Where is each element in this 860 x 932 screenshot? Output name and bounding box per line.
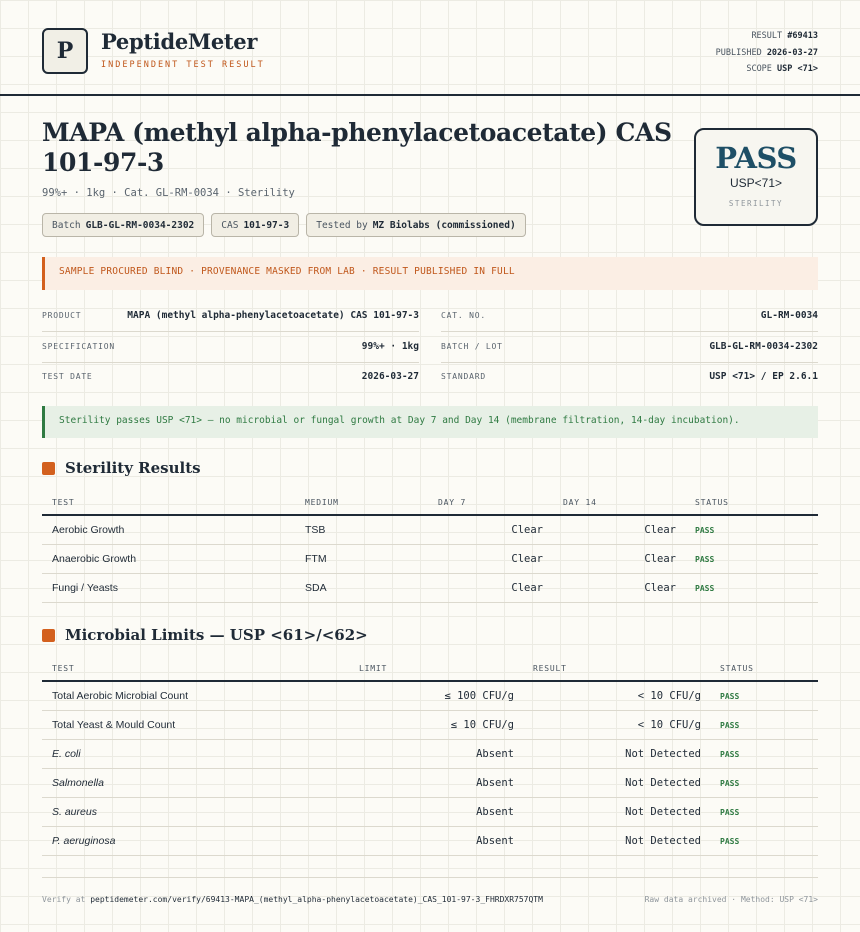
column-header: TEST: [52, 664, 75, 673]
detail-value: GLB-GL-RM-0034-2302: [709, 341, 818, 352]
day7-value: Clear: [511, 582, 543, 594]
result-value: Not Detected: [625, 806, 701, 818]
detail-label: BATCH / LOT: [441, 342, 503, 351]
table-row: [42, 740, 818, 769]
test-name: Fungi / Yeasts: [52, 582, 118, 594]
status-badge: PASS: [720, 750, 740, 759]
table-row: [42, 545, 818, 574]
result-value: Not Detected: [625, 748, 701, 760]
page-title: MAPA (methyl alpha-phenylacetoacetate) CAS 101-97-3: [42, 118, 672, 177]
report-footer: [42, 877, 818, 904]
chip-value: 101-97-3: [243, 219, 290, 231]
brand-subtitle: INDEPENDENT TEST RESULT: [101, 60, 265, 70]
limit-value: ≤ 100 CFU/g: [444, 690, 514, 702]
square-icon: [42, 462, 55, 475]
test-name: Total Aerobic Microbial Count: [52, 690, 188, 702]
test-name: P. aeruginosa: [52, 835, 116, 847]
status-badge: PASS: [720, 721, 740, 730]
column-header: DAY 14: [563, 498, 597, 507]
verdict-status: PASS: [715, 141, 797, 175]
detail-row-date: [42, 363, 419, 393]
limit-value: Absent: [476, 748, 514, 760]
result-value: Not Detected: [625, 835, 701, 847]
detail-label: TEST DATE: [42, 372, 93, 381]
detail-row-spec: [42, 333, 419, 363]
batch-chip: [42, 213, 204, 237]
table-row: [42, 574, 818, 603]
detail-label: CAT. NO.: [441, 311, 486, 320]
section-title-text: Microbial Limits — USP <61>/<62>: [65, 626, 368, 644]
column-header: DAY 7: [438, 498, 467, 507]
status-badge: PASS: [720, 779, 740, 788]
conclusion-banner: Sterility passes USP <71> — no microbial or fungal growth at Day 7 and Day 14 (membrane filtration, 14-day incubation).: [42, 406, 818, 438]
test-name: S. aureus: [52, 806, 97, 818]
status-badge: PASS: [695, 584, 715, 593]
table-row: [42, 827, 818, 856]
result-value: < 10 CFU/g: [637, 690, 701, 702]
medium: SDA: [305, 582, 327, 594]
table-row: [42, 682, 818, 711]
blind-notice: SAMPLE PROCURED BLIND · PROVENANCE MASKED FROM LAB · RESULT PUBLISHED IN FULL: [42, 257, 818, 290]
medium: FTM: [305, 553, 327, 565]
verify-prefix: Verify at: [42, 895, 86, 904]
published-date: 2026-03-27: [766, 47, 818, 58]
status-badge: PASS: [720, 692, 740, 701]
scope-value: USP <71>: [777, 64, 818, 74]
day7-value: Clear: [511, 553, 543, 565]
square-icon: [42, 629, 55, 642]
limit-value: ≤ 10 CFU/g: [450, 719, 514, 731]
result-number: #69413: [787, 31, 818, 41]
test-name: Aerobic Growth: [52, 524, 125, 536]
detail-row-cat: [441, 302, 818, 332]
day14-value: Clear: [644, 524, 676, 536]
column-header: TEST: [52, 498, 75, 507]
status-badge: PASS: [720, 808, 740, 817]
result-meta: [716, 28, 818, 78]
limit-value: Absent: [476, 806, 514, 818]
chip-label: Tested by: [316, 219, 368, 231]
table-row: [42, 798, 818, 827]
detail-row-batch: [441, 333, 818, 363]
scope-label: SCOPE: [746, 64, 772, 74]
chip-label: CAS: [221, 219, 239, 231]
report-header: [0, 0, 860, 96]
detail-value: 99%+ · 1kg: [361, 341, 419, 352]
limit-value: Absent: [476, 835, 514, 847]
microbial-table: [42, 660, 818, 856]
logo-icon: P: [42, 28, 88, 74]
column-header: STATUS: [720, 664, 754, 673]
column-header: STATUS: [695, 498, 729, 507]
chip-value: GLB-GL-RM-0034-2302: [85, 219, 195, 231]
status-badge: PASS: [695, 526, 715, 535]
sterility-table: [42, 494, 818, 603]
detail-label: SPECIFICATION: [42, 342, 116, 351]
verdict-label: STERILITY: [728, 199, 784, 208]
test-name: E. coli: [52, 748, 81, 760]
detail-label: STANDARD: [441, 372, 486, 381]
column-header: LIMIT: [359, 664, 388, 673]
test-name: Total Yeast & Mould Count: [52, 719, 176, 731]
info-chips: [42, 213, 526, 237]
result-value: < 10 CFU/g: [637, 719, 701, 731]
section-title-sterility: [42, 459, 201, 477]
detail-row-product: [42, 302, 419, 332]
day7-value: Clear: [511, 524, 543, 536]
section-title-microbial: [42, 626, 368, 644]
footer-method: Raw data archived · Method: USP <71>: [644, 895, 818, 904]
product-subtitle: 99%+ · 1kg · Cat. GL-RM-0034 · Sterility: [42, 187, 295, 199]
medium: TSB: [305, 524, 326, 536]
detail-value: 2026-03-27: [361, 371, 419, 382]
verdict-badge: [694, 128, 818, 226]
column-header: MEDIUM: [305, 498, 339, 507]
chip-label: Batch: [52, 219, 81, 231]
table-row: [42, 769, 818, 798]
result-label: RESULT: [751, 31, 783, 41]
detail-label: PRODUCT: [42, 311, 82, 320]
test-name: Anaerobic Growth: [52, 553, 137, 565]
table-header: [42, 660, 818, 682]
test-name: Salmonella: [52, 777, 104, 789]
detail-row-standard: [441, 363, 818, 393]
status-badge: PASS: [695, 555, 715, 564]
section-title-text: Sterility Results: [65, 459, 201, 477]
chip-value: MZ Biolabs (commissioned): [372, 219, 516, 231]
brand-name: PeptideMeter: [101, 29, 258, 54]
detail-value: MAPA (methyl alpha-phenylacetoacetate) CAS 101-97-3: [127, 310, 419, 321]
verdict-standard: USP<71>: [729, 176, 783, 190]
verify-link[interactable]: peptidemeter.com/verify/69413-MAPA_(methyl_alpha-phenylacetoacetate)_CAS_101-97-3_FHRDXR757QTM: [90, 895, 543, 904]
detail-value: USP <71> / EP 2.6.1: [709, 371, 818, 382]
column-header: RESULT: [533, 664, 567, 673]
table-row: [42, 516, 818, 545]
detail-value: GL-RM-0034: [760, 310, 818, 321]
cas-chip: [211, 213, 299, 237]
result-value: Not Detected: [625, 777, 701, 789]
published-label: PUBLISHED: [715, 47, 762, 58]
status-badge: PASS: [720, 837, 740, 846]
table-row: [42, 711, 818, 740]
day14-value: Clear: [644, 582, 676, 594]
limit-value: Absent: [476, 777, 514, 789]
table-header: [42, 494, 818, 516]
day14-value: Clear: [644, 553, 676, 565]
tested-by-chip: [306, 213, 525, 237]
